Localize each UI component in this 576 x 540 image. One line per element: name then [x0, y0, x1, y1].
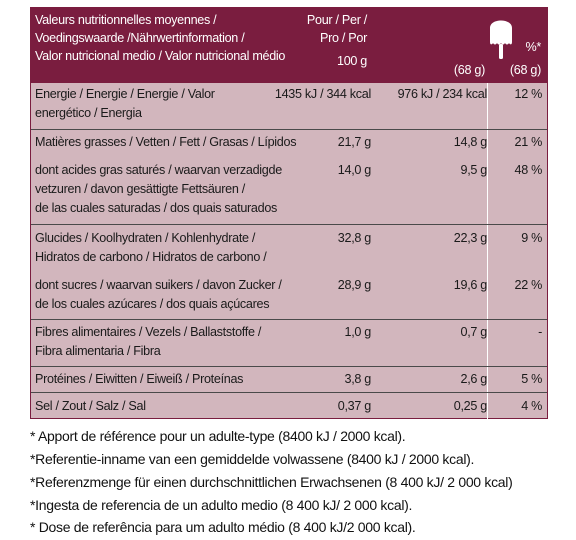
- row-sugars-pct: 22 %: [514, 278, 542, 292]
- per-100-label-line-1: Pour / Per /: [306, 13, 367, 27]
- nutrition-table: [30, 7, 548, 419]
- row-fibre-pct: -: [538, 325, 542, 339]
- percent-ri-label: %*: [525, 40, 541, 54]
- row-protein-per100: 3,8 g: [344, 372, 371, 386]
- row-energy-portion: 976 kJ / 234 kcal: [397, 87, 487, 101]
- per-100-label-line-2: Pro / Por: [320, 31, 367, 45]
- footnote-nl: *Referentie-inname van een gemiddelde volwassene (8400 kJ / 2000 kcal).: [30, 451, 475, 467]
- ice-cream-stick-icon: [487, 14, 515, 60]
- row-saturates-label: dont acides gras saturés / waarvan verzadigde: [35, 163, 282, 177]
- column-divider: [487, 83, 488, 419]
- row-salt-portion: 0,25 g: [453, 399, 487, 413]
- footnote-fr: * Apport de référence pour un adulte-type (8400 kJ / 2000 kcal).: [30, 428, 406, 444]
- footnote-de: *Referenzmenge für einen durchschnittlichen Erwachsenen (8 400 kJ/ 2 000 kcal): [30, 474, 513, 490]
- footnote-pt: * Dose de referência para um adulto médio (8 400 kJ/2 000 kcal).: [30, 519, 416, 535]
- row-salt-per100: 0,37 g: [337, 399, 371, 413]
- row-divider: [31, 224, 547, 225]
- row-fibre-per100: 1,0 g: [344, 325, 371, 339]
- row-sugars-per100: 28,9 g: [337, 278, 371, 292]
- footnote-es: *Ingesta de referencia de un adulto medio (8 400 kJ/ 2 000 kcal).: [30, 497, 413, 513]
- row-energy-label-2: energético / Energia: [35, 106, 142, 120]
- table-header: [31, 8, 547, 83]
- row-fat-label: Matières grasses / Vetten / Fett / Grasas / Lípidos: [35, 135, 297, 149]
- per-100-label-line-3: 100 g: [336, 54, 367, 68]
- row-sugars-portion: 19,6 g: [453, 278, 487, 292]
- row-salt-label: Sel / Zout / Salz / Sal: [35, 399, 146, 413]
- row-divider: [31, 129, 547, 130]
- portion-size-label: (68 g): [453, 63, 485, 77]
- row-fibre-portion: 0,7 g: [460, 325, 487, 339]
- row-energy-per100: 1435 kJ / 344 kcal: [274, 87, 371, 101]
- row-saturates-label-2: vetzuren / davon gesättigte Fettsäuren /: [35, 182, 245, 196]
- row-fat-pct: 21 %: [514, 135, 542, 149]
- row-fat-portion: 14,8 g: [453, 135, 487, 149]
- row-carbs-per100: 32,8 g: [337, 231, 371, 245]
- row-carbs-label-2: Hidratos de carbono / Hidratos de carbono /: [35, 250, 267, 264]
- header-title-line-2: Voedingswaarde /Nährwertinformation /: [35, 31, 245, 45]
- row-sugars-label-2: de los cuales azúcares / dos quais açúcares: [35, 297, 270, 311]
- row-carbs-portion: 22,3 g: [453, 231, 487, 245]
- header-title-line-3: Valor nutricional medio / Valor nutricional médio: [35, 49, 286, 63]
- row-saturates-per100: 14,0 g: [337, 163, 371, 177]
- row-divider: [31, 366, 547, 367]
- percent-portion-label: (68 g): [509, 63, 541, 77]
- row-fibre-label-2: Fibra alimentaria / Fibra: [35, 344, 161, 358]
- row-fibre-label: Fibres alimentaires / Vezels / Ballaststoffe /: [35, 325, 262, 339]
- row-energy-pct: 12 %: [514, 87, 542, 101]
- row-protein-pct: 5 %: [521, 372, 542, 386]
- row-fat-per100: 21,7 g: [337, 135, 371, 149]
- row-divider: [31, 319, 547, 320]
- header-title-line-1: Valeurs nutritionnelles moyennes /: [35, 13, 217, 27]
- row-carbs-pct: 9 %: [521, 231, 542, 245]
- row-sugars-label: dont sucres / waarvan suikers / davon Zucker /: [35, 278, 282, 292]
- row-saturates-pct: 48 %: [514, 163, 542, 177]
- row-carbs-label: Glucides / Koolhydraten / Kohlenhydrate /: [35, 231, 256, 245]
- row-protein-label: Protéines / Eiwitten / Eiweiß / Proteínas: [35, 372, 244, 386]
- row-protein-portion: 2,6 g: [460, 372, 487, 386]
- row-saturates-label-3: de las cuales saturadas / dos quais saturados: [35, 201, 278, 215]
- row-divider: [31, 392, 547, 393]
- row-salt-pct: 4 %: [521, 399, 542, 413]
- row-energy-label: Energie / Energie / Energie / Valor: [35, 87, 215, 101]
- row-saturates-portion: 9,5 g: [460, 163, 487, 177]
